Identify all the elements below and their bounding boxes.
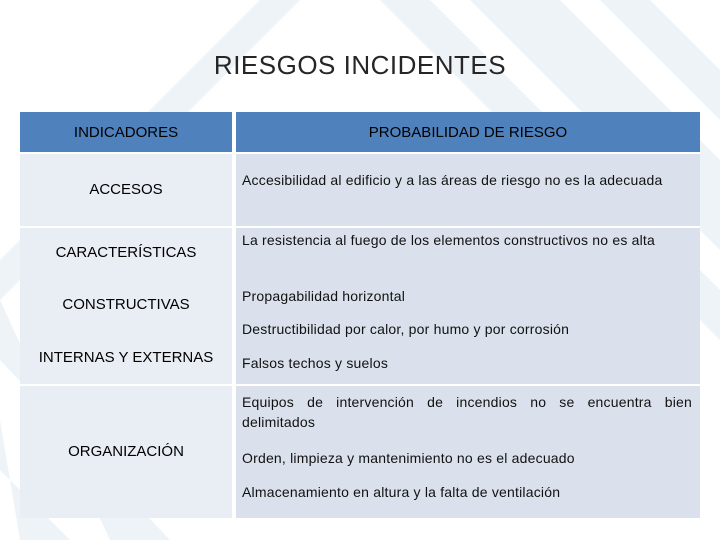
risk-item: Orden, limpieza y mantenimiento no es el adecuado xyxy=(242,450,575,466)
indicator-label: CARACTERÍSTICAS xyxy=(55,243,197,261)
risk-item: Destructibilidad por calor, por humo y por corrosión xyxy=(242,321,570,337)
risk-item: Propagabilidad horizontal xyxy=(242,288,405,304)
risk-table xyxy=(20,112,700,518)
column-divider xyxy=(232,112,236,518)
risk-item: Accesibilidad al edificio y a las áreas de riesgo no es la adecuada xyxy=(242,172,663,188)
risk-item: Almacenamiento en altura y la falta de ventilación xyxy=(242,484,561,500)
row-divider xyxy=(20,384,700,386)
indicator-label: INTERNAS Y EXTERNAS xyxy=(38,349,214,367)
indicator-organizacion xyxy=(20,384,232,518)
risk-item: Falsos techos y suelos xyxy=(242,355,389,371)
header-risk-probability: PROBABILIDAD DE RIESGO xyxy=(236,112,700,152)
row-divider xyxy=(20,152,700,154)
page-title: RIESGOS INCIDENTES xyxy=(213,50,507,80)
indicator-label: CONSTRUCTIVAS xyxy=(62,296,190,314)
indicator-label: ORGANIZACIÓN xyxy=(68,442,184,460)
row-divider xyxy=(20,226,700,228)
indicator-accesos xyxy=(20,152,232,226)
indicator-caracteristicas xyxy=(20,226,232,384)
indicator-label: ACCESOS xyxy=(89,180,163,198)
risk-item: Equipos de intervención de incendios no se encuentra bien delimitados xyxy=(242,394,692,430)
header-indicators: INDICADORES xyxy=(20,112,232,152)
risk-item: La resistencia al fuego de los elementos constructivos no es alta xyxy=(242,232,656,248)
